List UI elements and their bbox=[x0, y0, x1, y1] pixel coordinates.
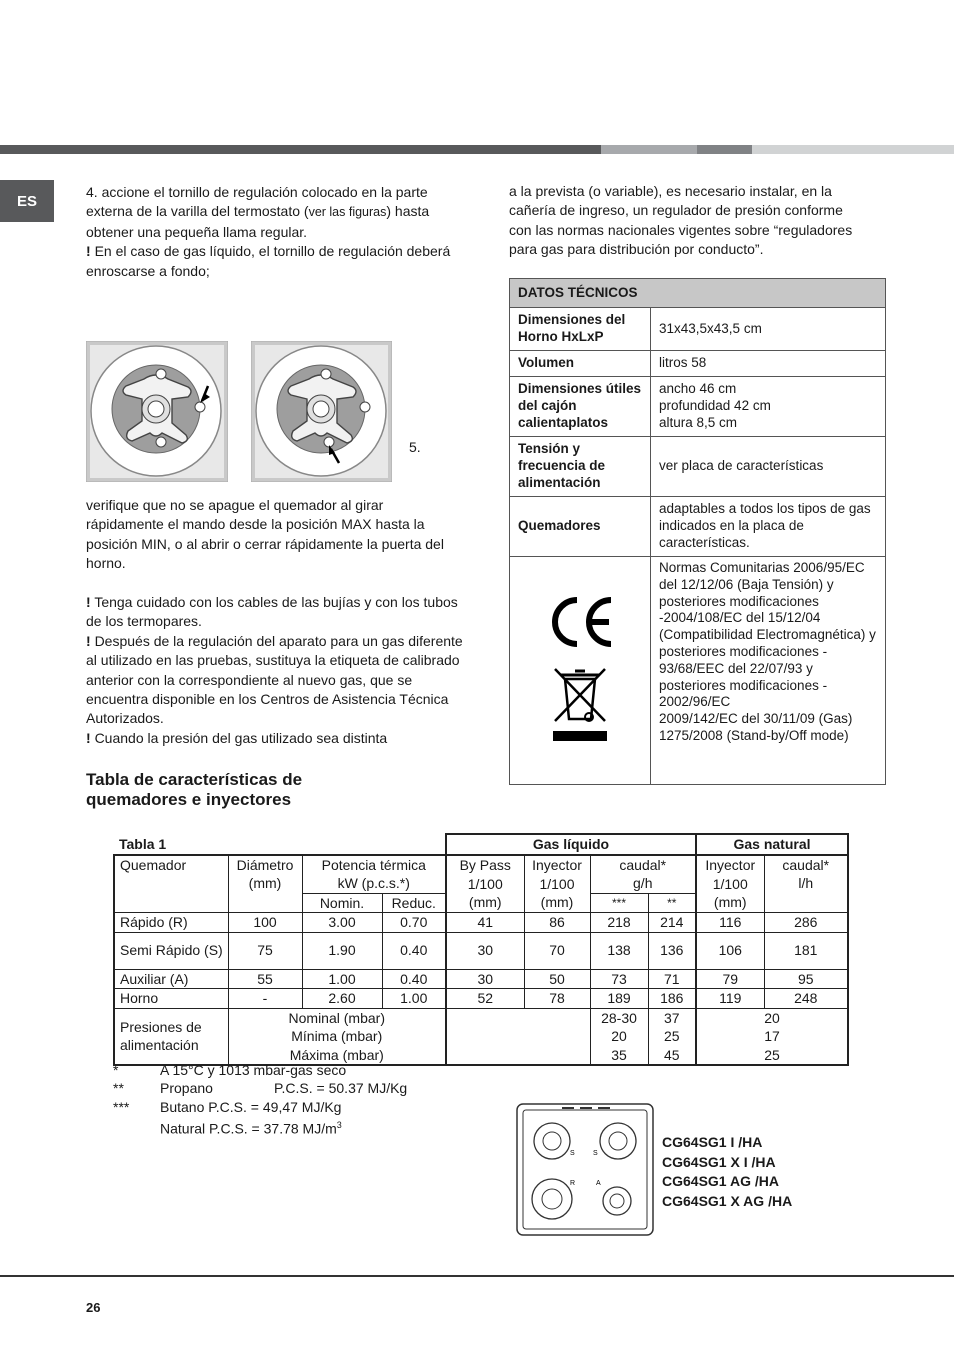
cell: Horno bbox=[114, 989, 228, 1009]
cell: 55 bbox=[228, 969, 302, 989]
ce-mark-icon bbox=[545, 594, 615, 650]
header-bar-dark bbox=[0, 145, 601, 154]
header-bar-mid bbox=[697, 145, 752, 154]
burner-figure-2 bbox=[251, 341, 392, 482]
tech-value: ancho 46 cm profundidad 42 cm altura 8,5 cm bbox=[651, 377, 886, 437]
footnote-4: Natural P.C.S. = 37.78 $MJ/m^3$ bbox=[160, 1120, 342, 1137]
page-number: 26 bbox=[86, 1300, 101, 1315]
tech-value: 31x43,5x43,5 cm bbox=[651, 308, 886, 351]
pressure-natural: 20 17 25 bbox=[696, 1008, 848, 1065]
footnote-1: A 15°C y 1013 mbar-gas seco bbox=[160, 1062, 347, 1078]
model-name: CG64SG1 X I /HA bbox=[662, 1153, 776, 1170]
col-inyector: Inyector 1/100 (mm) bbox=[524, 855, 590, 913]
model-list bbox=[662, 1133, 792, 1211]
col-reduc: Reduc. bbox=[382, 893, 446, 913]
certification-marks bbox=[510, 557, 651, 785]
instruction-notes: verifique que no se apague el quemador al girar rápidamente el mando desde la posición MAX hasta la posición MIN, o al abrir o cerrar rápidamente la puerta del horno. ! Tenga cuidado con los cables de las bujías y con los tubos de los termopares. ! Después de la regulación del aparato para un gas diferente al utilizado en las pruebas, sustituya la etiqueta de calibrado anterior con la correspondiente al nuevo gas, que se encuentra disponible en los Centros de Asistencia Técnica Autorizados. ! Cuando la presión del gas utilizado sea distinta bbox=[86, 497, 463, 746]
tech-value: litros 58 bbox=[651, 351, 886, 377]
cell: 1.00 bbox=[382, 989, 446, 1009]
gas-liquido-header: Gas líquido bbox=[446, 834, 696, 855]
cell: Rápido (R) bbox=[114, 913, 228, 933]
cell: 248 bbox=[764, 989, 848, 1009]
pressure-names: Nominal (mbar) Mínima (mbar) Máxima (mbar) bbox=[228, 1008, 446, 1065]
cell: 181 bbox=[764, 932, 848, 969]
cell: 73 bbox=[590, 969, 648, 989]
regulator-paragraph: a la prevista (o variable), es necesario instalar, en la cañería de ingreso, un regulador de presión conforme con las normas nacionales vigentes sobre “reguladores para gas para distribución por conducto”. bbox=[509, 183, 853, 258]
model-name: CG64SG1 X AG /HA bbox=[662, 1192, 793, 1209]
footnote-mark-3: *** bbox=[113, 1099, 130, 1115]
cell: 95 bbox=[764, 969, 848, 989]
cell: 1.00 bbox=[302, 969, 382, 989]
col-caudal-gh: caudal* g/h bbox=[590, 855, 696, 894]
col-caudal-lh: caudal* l/h bbox=[764, 855, 848, 913]
cell: 78 bbox=[524, 989, 590, 1009]
tech-value: adaptables a todos los tipos de gas indicados en la placa de características. bbox=[651, 497, 886, 557]
burner-figure-1 bbox=[86, 341, 228, 482]
footnote-2-gas: Propano bbox=[160, 1080, 213, 1096]
cell: 70 bbox=[524, 932, 590, 969]
cell: 116 bbox=[696, 913, 764, 933]
col-quemador: Quemador bbox=[114, 855, 228, 913]
step-5-text: verifique que no se apague el quemador al girar rápidamente el mando desde la posición MAX hasta la posición MIN, o al abrir o cerrar rápidamente la puerta del horno. bbox=[86, 497, 444, 572]
instruction-step-4: 4. accione el tornillo de regulación colocado en la parte externa de la varilla del termostato (ver las figuras) hasta obtener una pequeña llama regular. ! En el caso de gas líquido, el tornillo de regulación deberá enroscarse a fondo; bbox=[86, 184, 451, 279]
footnote-3: Butano P.C.S. = 49,47 MJ/Kg bbox=[160, 1099, 342, 1115]
hob-label-a: A bbox=[596, 1180, 601, 1187]
model-name: CG64SG1 I /HA bbox=[662, 1134, 763, 1150]
model-name: CG64SG1 AG /HA bbox=[662, 1173, 779, 1189]
cell: 286 bbox=[764, 913, 848, 933]
cell: 136 bbox=[648, 932, 696, 969]
cell: 0.70 bbox=[382, 913, 446, 933]
cell: 186 bbox=[648, 989, 696, 1009]
tech-key: Dimensiones útiles del cajón calientaplatos bbox=[510, 377, 651, 437]
eu-norms-text: Normas Comunitarias 2006/95/EC del 12/12/06 (Baja Tensión) y posteriores modificaciones -2004/108/EC del 15/12/04 (Compatibilidad Electromagnética) y posteriores modificaciones - 93/68/EEC del 22/07/93 y posteriores modificaciones - 2002/96/EC 2009/142/EC del 30/11/09 (Gas) 1275/2008 (Stand-by/Off mode) bbox=[651, 557, 886, 785]
tech-key: Dimensiones del Horno HxLxP bbox=[510, 308, 651, 351]
cell: 2.60 bbox=[302, 989, 382, 1009]
header-bar-light bbox=[601, 145, 697, 154]
cell: 0.40 bbox=[382, 969, 446, 989]
step-5-label: 5. bbox=[409, 439, 421, 455]
cell: Auxiliar (A) bbox=[114, 969, 228, 989]
cell: 52 bbox=[446, 989, 524, 1009]
cell: 30 bbox=[446, 932, 524, 969]
table-row bbox=[114, 932, 848, 969]
tech-key: Tensión y frecuencia de alimentación bbox=[510, 437, 651, 497]
language-tab: ES bbox=[0, 180, 54, 222]
header-bar-pale bbox=[752, 145, 954, 154]
gas-natural-header: Gas natural bbox=[696, 834, 848, 855]
weee-bin-icon bbox=[551, 665, 609, 743]
col-propano: ** bbox=[648, 893, 696, 913]
cell: 214 bbox=[648, 913, 696, 933]
cell: 75 bbox=[228, 932, 302, 969]
tech-value: ver placa de características bbox=[651, 437, 886, 497]
tech-key: Quemadores bbox=[510, 497, 651, 557]
footer-rule bbox=[0, 1275, 954, 1277]
pressure-empty bbox=[446, 1008, 590, 1065]
col-bypass: By Pass 1/100 (mm) bbox=[446, 855, 524, 913]
col-diametro: Diámetro (mm) bbox=[228, 855, 302, 913]
section-heading: Tabla de características de quemadores e inyectores bbox=[86, 770, 303, 809]
hob-label-s1: S bbox=[570, 1150, 575, 1157]
cell: 86 bbox=[524, 913, 590, 933]
footnote-mark-2: ** bbox=[113, 1080, 124, 1096]
cell: 1.90 bbox=[302, 932, 382, 969]
col-potencia: Potencia térmica kW (p.c.s.*) bbox=[302, 855, 446, 894]
footnote-mark-1: * bbox=[113, 1062, 119, 1078]
cell: 0.40 bbox=[382, 932, 446, 969]
cell: 106 bbox=[696, 932, 764, 969]
cell: 189 bbox=[590, 989, 648, 1009]
pressure-propano: 37 25 45 bbox=[648, 1008, 696, 1065]
table-row bbox=[114, 989, 848, 1009]
burner-injector-table bbox=[113, 833, 849, 1066]
table-label: Tabla 1 bbox=[114, 834, 446, 855]
pressure-row bbox=[114, 1008, 848, 1065]
hob-label-s2: S bbox=[593, 1150, 598, 1157]
cell: 100 bbox=[228, 913, 302, 933]
cell: - bbox=[228, 989, 302, 1009]
footnote-2-value: P.C.S. = 50.37 MJ/Kg bbox=[274, 1080, 408, 1096]
cell: 218 bbox=[590, 913, 648, 933]
cell: 50 bbox=[524, 969, 590, 989]
col-inyector-natural: Inyector 1/100 (mm) bbox=[696, 855, 764, 913]
tech-key: Volumen bbox=[510, 351, 651, 377]
pressure-butano: 28-30 20 35 bbox=[590, 1008, 648, 1065]
pressure-label: Presiones de alimentación bbox=[114, 1008, 228, 1065]
cell: Semi Rápido (S) bbox=[114, 932, 228, 969]
cell: 30 bbox=[446, 969, 524, 989]
cell: 119 bbox=[696, 989, 764, 1009]
col-nomin: Nomin. bbox=[302, 893, 382, 913]
technical-data-title: DATOS TÉCNICOS bbox=[510, 279, 886, 308]
col-butano: *** bbox=[590, 893, 648, 913]
cell: 79 bbox=[696, 969, 764, 989]
cell: 71 bbox=[648, 969, 696, 989]
cell: 138 bbox=[590, 932, 648, 969]
cell: 3.00 bbox=[302, 913, 382, 933]
table-row bbox=[114, 969, 848, 989]
hob-layout-diagram bbox=[516, 1103, 654, 1236]
technical-data-table bbox=[509, 278, 886, 785]
table-row bbox=[114, 913, 848, 933]
cell: 41 bbox=[446, 913, 524, 933]
hob-label-r: R bbox=[570, 1180, 576, 1187]
